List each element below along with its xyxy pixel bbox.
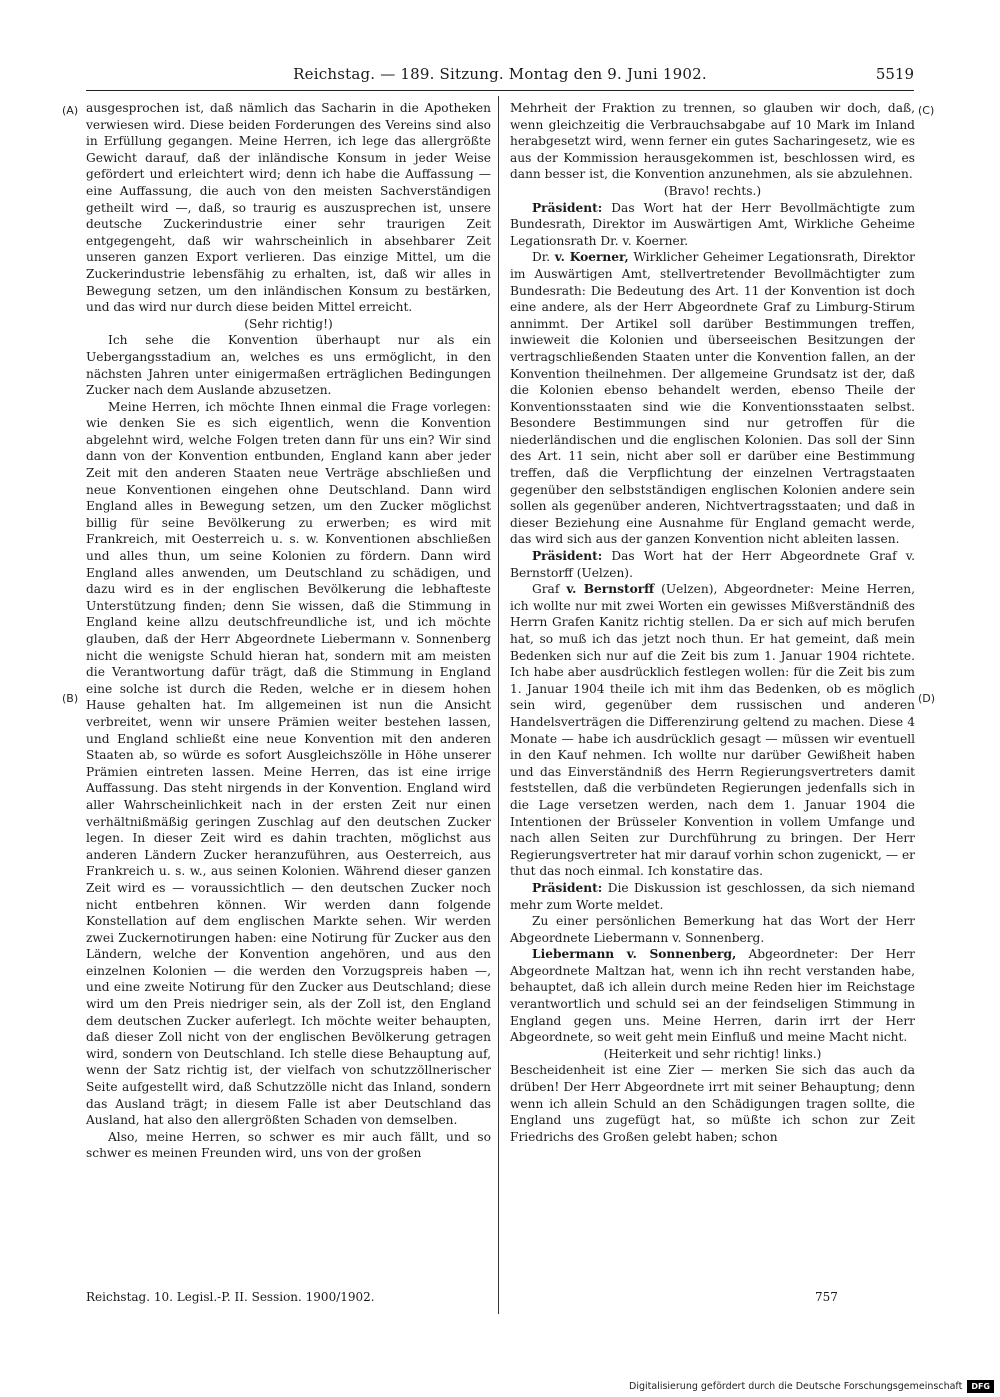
speaker-name: Präsident: — [532, 880, 603, 895]
paragraph: Bescheidenheit ist eine Zier — merken Sie sich das auch da drüben! Der Herr Abgeordnete irrt mit seiner Behauptung; denn wenn ich allein Schuld an den Schädigungen tragen sollte, die England uns zugefügt hat, so müßte ich schon zur Zeit Friedrichs des Großen gelebt haben; schon — [510, 1063, 915, 1144]
dfg-logo: DFG — [967, 1380, 994, 1393]
speech-text: Die Diskussion ist geschlossen, da sich niemand mehr zum Worte meldet. — [510, 880, 915, 912]
speech-text: Das Wort hat der Herr Abgeordnete Graf v. Bernstorff (Uelzen). — [510, 549, 916, 580]
margin-marker-b: (B) — [62, 692, 79, 705]
margin-marker-c: (C) — [918, 104, 935, 117]
column-divider — [498, 96, 499, 1314]
speech-paragraph — [510, 880, 915, 913]
paragraph: Also, meine Herren, so schwer es mir auch fällt, und so schwer es meinen Freunden wird, uns von der großen — [86, 1129, 491, 1161]
page-header — [86, 62, 914, 86]
paragraph: Zu einer persönlichen Bemerkung hat das Wort der Herr Abgeordnete Liebermann v. Sonnenberg. — [510, 914, 915, 945]
dfg-credit-text: Digitalisierung gefördert durch die Deutsche Forschungsgemeinschaft — [629, 1380, 963, 1392]
margin-marker-a: (A) — [62, 104, 79, 117]
speech-paragraph — [510, 548, 915, 581]
speech-text: (Uelzen), Abgeordneter: Meine Herren, ich wollte nur mit zwei Worten ein gewisses Mißverständniß des Herrn Grafen Kanitz richtig stellen. Da er sich auf mich berufen hat, so muß ich das jetzt noch thun. Er hat gemeint, daß mein Bedenken sich nur auf die Zeit bis zum 1. Januar 1904 richtete. Ich habe aber ausdrücklich festlegen wollen: für die Zeit bis zum 1. Januar 1904 theile ich mit ihm das Bedenken, ob es möglich sein wird, gegenüber dem russischen und anderen Handelsverträgen die Differenzirung geltend zu machen. Diese 4 Monate — habe ich ausdrücklich gesagt — müssen wir eventuell in den Kauf nehmen. Ich wollte nur darüber Gewißheit haben und das Einverständniß des Herrn Regierungsvertreters damit feststellen, daß die verbündeten Regierungen jedenfalls sich in die Lage versetzen werden, nach dem 1. Januar 1904 die Intentionen der Brüsseler Konvention in vollem Umfange und nach allen Seiten zur Durchführung zu bringen. Der Herr Regierungsvertreter hat mir darauf vorhin schon zugenickt, — er thut das noch einmal. Ich konstatire das. — [510, 582, 915, 879]
paragraph: Mehrheit der Fraktion zu trennen, so glauben wir doch, daß, wenn gleichzeitig die Verbrauchsabgabe auf 10 Mark im Inland herabgesetzt wird, wenn ferner ein gutes Sacharingesetz, wie es aus der Kommission herausgekommen ist, beschlossen wird, es dann besser ist, die Konvention anzunehmen, als sie abzulehnen. — [510, 101, 915, 182]
header-rule — [86, 90, 914, 91]
interjection: (Sehr richtig!) — [244, 316, 333, 331]
speech-text: Wirklicher Geheimer Legationsrath, Direktor im Auswärtigen Amt, stellvertretender Bevollmächtigter zum Bundesrath: Die Bedeutung des Art. 11 der Konvention ist doch eine andere, als der Herr Abgeordnete Graf zu Limburg-Stirum annimmt. Der Artikel soll darüber Bestimmungen treffen, inwieweit die Kolonien und überseeischen Besitzungen der vertragschließenden Staaten unter die Konvention fallen, an der Konvention theilnehmen. Der allgemeine Grundsatz ist der, daß die Kolonien ebenso behandelt werden, ebenso Theile der Konventionsstaaten sind wie die Konventionsstaaten selbst. Besondere Bestimmungen sind nur getroffen für die niederländischen und die englischen Kolonien. Das soll der Sinn des Art. 11 sein, nicht aber soll er darüber eine Bestimmung treffen, daß die Verpflichtung der einzelnen Vertragstaaten gegenüber den selbstständigen englischen Kolonien andere sein sollen als gegenüber anderen, Nichtvertragsstaaten; und daß in dieser Beziehung eine Ausnahme für England gemacht werde, das wird sich aus der ganzen Konvention nicht ableiten lassen. — [510, 250, 915, 547]
speaker-name: Liebermann v. Sonnenberg, — [532, 947, 737, 962]
footer-sheet-number: 757 — [815, 1290, 838, 1304]
footer-session-info: Reichstag. 10. Legisl.-P. II. Session. 1900/1902. — [86, 1290, 375, 1304]
interjection: (Heiterkeit und sehr richtig! links.) — [603, 1046, 822, 1061]
speech-text: Abgeordneter: Der Herr Abgeordnete Maltzan hat, wenn ich ihn recht verstanden habe, behauptet, daß ich allein durch meine Reden hier im Reichstage verantwortlich und schuld sei an der feindseligen Stimmung in England gegen uns. Meine Herren, darin irrt der Herr Abgeordnete, so weit geht mein Einfluß und meine Macht nicht. — [510, 947, 915, 1045]
speaker-prefix: Graf — [532, 582, 560, 597]
interjection: (Bravo! rechts.) — [663, 183, 762, 198]
right-column — [510, 100, 915, 1145]
speech-text: Das Wort hat der Herr Bevollmächtigte zum Bundesrath, Direktor im Auswärtigen Amt, Wirkliche Geheime Legationsrath Dr. v. Koerner. — [510, 200, 915, 248]
speaker-name: Präsident: — [532, 549, 603, 564]
left-column — [86, 100, 491, 1162]
page-number: 5519 — [875, 65, 914, 83]
dfg-credit — [629, 1375, 1000, 1397]
running-title: Reichstag. — 189. Sitzung. Montag den 9. Juni 1902. — [293, 65, 707, 83]
speech-paragraph — [510, 946, 915, 1046]
speech-paragraph — [510, 200, 915, 250]
speaker-name: v. Bernstorff — [566, 582, 655, 597]
speech-paragraph — [510, 249, 915, 548]
paragraph: Meine Herren, ich möchte Ihnen einmal die Frage vorlegen: wie denken Sie es sich eigentlich, wenn die Konvention abgelehnt wird, welche Folgen treten dann für uns ein? Wir sind dann von der Konvention entbunden, England kann aber jeder Zeit mit den anderen Staaten neue Verträge abschließen und neue Konventionen eingehen ohne Deutschland. Dann wird England alles in Bewegung setzen, um den Zucker möglichst billig für seine Bevölkerung zu erwerben; es wird mit Frankreich, mit Oesterreich u. s. w. Konventionen abschließen und alles thun, um seine Kolonien zu fördern. Dann wird England alles anwenden, um Deutschland zu schädigen, und dazu wird es in der englischen Bevölkerung die lebhafteste Unterstützung finden; denn Sie wissen, daß die Stimmung in England keine allzu deutschfreundliche ist, und ich möchte glauben, daß der Herr Abgeordnete Liebermann v. Sonnenberg nicht die wenigste Schuld hieran hat, sondern mit am meisten die Verantwortung dafür trägt, daß die Stimmung in England eine solche ist durch die Reden, welche er in diesem hohen Hause gehalten hat. Im allgemeinen ist nun die Ansicht verbreitet, wenn wir unsere Prämien weiter bestehen lassen, und England schließt eine neue Konvention mit den anderen Staaten ab, so würde es sofort Ausgleichszölle in Höhe unserer Prämien eintreten lassen. Meine Herren, das ist eine irrige Auffassung. Das steht nirgends in der Konvention. England wird aller Wahrscheinlichkeit nach in der ersten Zeit nur einen verhältnißmäßig geringen Zuschlag auf den deutschen Zucker legen. In dieser Zeit wird es dahin trachten, möglichst aus anderen Ländern Zucker heranzuführen, aus Oesterreich, aus Frankreich u. s. w., aus seinen Kolonien. Während dieser ganzen Zeit wird es — voraussichtlich — den deutschen Zucker noch nicht entbehren können. Wir werden dann folgende Konstellation auf dem englischen Markte sehen. Wir werden zwei Zuckernotirungen haben: eine Notirung für Zucker aus den Ländern, welche der Konvention angehören, und aus den einzelnen Kolonien — die werden den Vorzugspreis haben —, und eine zweite Notirung für den Zucker aus Deutschland; diese wird um den Preis niedriger sein, als der Zoll ist, den England dem deutschen Zucker auferlegt. Ich möchte weiter behaupten, daß dieser Zoll nicht von der englischen Bevölkerung getragen wird, sondern von Deutschland. Ich stelle diese Behauptung auf, wenn der Satz richtig ist, der vielfach von schutzzöllnerischer Seite aufgestellt wird, daß Schutzzölle nicht das Inland, sondern das Ausland trägt; in diesem Falle ist aber Deutschland das Ausland, hat also den allergrößten Schaden von demselben. — [86, 399, 491, 1128]
paragraph: Ich sehe die Konvention überhaupt nur als ein Uebergangsstadium an, welches es uns ermöglicht, in den nächsten Jahren unter einigermaßen erträglichen Bedingungen Zucker nach dem Auslande abzusetzen. — [86, 333, 491, 398]
speaker-name: v. Koerner, — [554, 250, 629, 265]
margin-marker-d: (D) — [918, 692, 936, 705]
paragraph: ausgesprochen ist, daß nämlich das Sacharin in die Apotheken verwiesen wird. Diese beiden Forderungen des Vereins sind also in Erfüllung gegangen. Meine Herren, ich lege das allergrößte Gewicht darauf, daß der inländische Konsum in jeder Weise gefördert und erleichtert wird; denn ich habe die Auffassung — eine Auffassung, die auch von den meisten Sachverständigen getheilt wird —, daß, so traurig es auszusprechen ist, unsere deutsche Zuckerindustrie einer sehr traurigen Zeit entgegengeht, daß wir wahrscheinlich in absehbarer Zeit unseren ganzen Export verlieren. Das einzige Mittel, um die Zuckerindustrie lebensfähig zu erhalten, ist, daß wir alles in Bewegung setzen, um den inländischen Konsum zu bestärken, und das wird nur durch diese beiden Mittel erreicht. — [86, 101, 491, 315]
speaker-prefix: Dr. — [532, 250, 551, 265]
speaker-name: Präsident: — [532, 200, 603, 215]
speech-paragraph — [510, 581, 915, 880]
